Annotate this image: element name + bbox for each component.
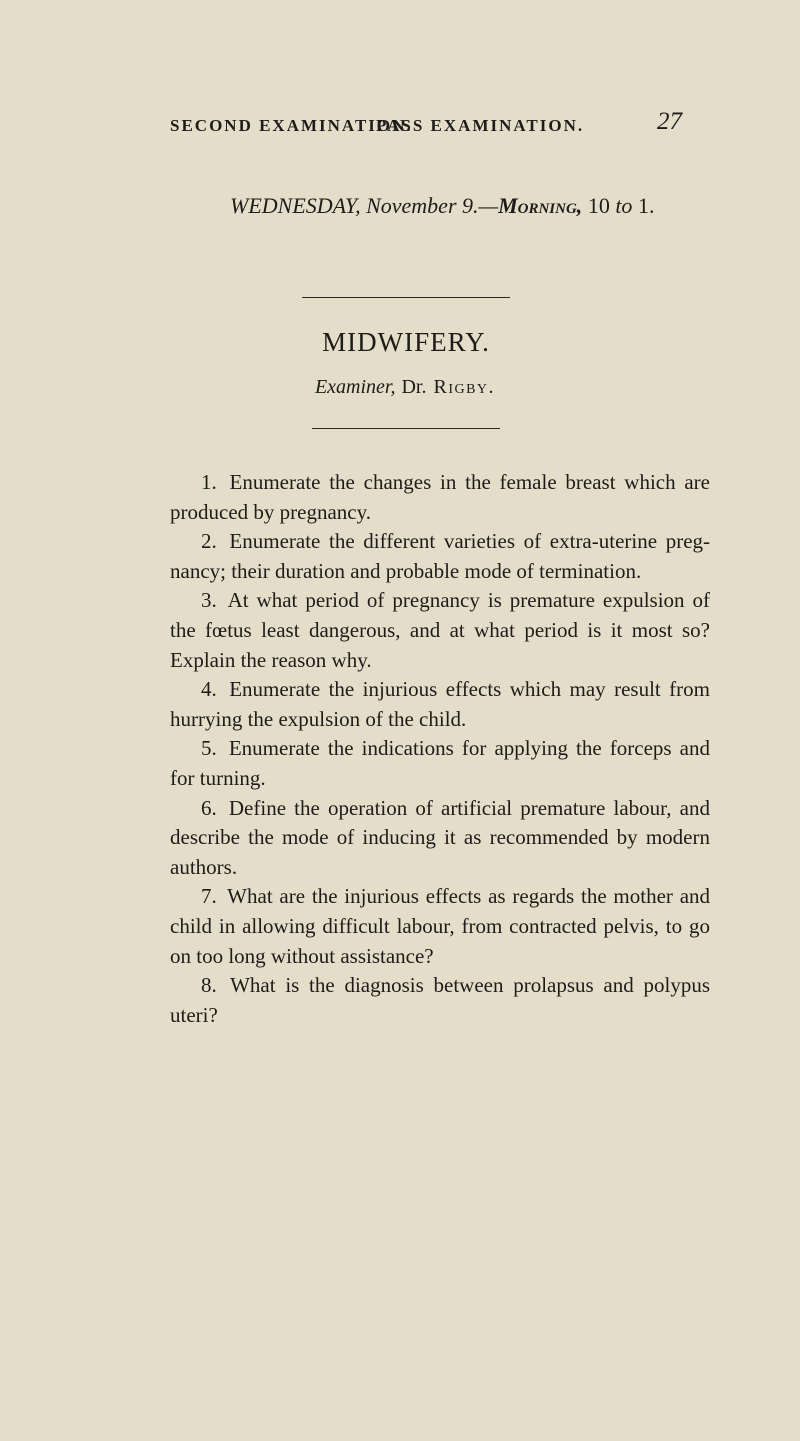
question-number: 5. <box>201 736 217 761</box>
question-number: 2. <box>201 529 217 554</box>
session-day: WEDNESDAY, <box>230 193 361 218</box>
examiner-title: Dr. <box>401 376 427 398</box>
question-number: 7. <box>201 884 217 909</box>
question-text: Define the operation of artificial premature labour, and describe the mode of inducing it as recommended by modern authors. <box>170 795 710 879</box>
question-item <box>170 734 710 793</box>
question-item <box>170 468 710 527</box>
question-text: Enumerate the injurious effects which may result from hurrying the expulsion of the child. <box>170 677 710 731</box>
question-text: Enumerate the different varieties of extra-uterine preg-nancy; their duration and probable mode of termination. <box>170 529 711 583</box>
question-text: Enumerate the changes in the female breast which are produced by pregnancy. <box>170 470 710 524</box>
question-item <box>170 527 710 586</box>
question-item <box>170 882 710 971</box>
question-text: At what period of pregnancy is premature expulsion of the fœtus least dangerous, and at what period is it most so? Explain the reason why. <box>170 588 710 672</box>
page-number: 27 <box>657 108 682 135</box>
question-number: 3. <box>201 588 217 613</box>
session-time-to-word: to <box>615 193 633 218</box>
bottom-divider-rule <box>312 428 500 429</box>
question-item <box>170 586 710 675</box>
question-item <box>170 675 710 734</box>
question-number: 4. <box>201 677 217 702</box>
question-item <box>170 971 710 1030</box>
session-date: November 9.— <box>366 193 499 218</box>
examiner-line <box>0 376 800 399</box>
question-text: Enumerate the indications for applying the forceps and for turning. <box>170 736 710 790</box>
question-number: 8. <box>201 973 217 998</box>
running-head <box>170 108 682 142</box>
session-period: Morning, <box>498 193 583 218</box>
question-number: 6. <box>201 795 217 820</box>
top-divider-rule <box>302 297 510 298</box>
examiner-label: Examiner, <box>314 376 396 398</box>
examiner-name: Rigby. <box>433 376 496 398</box>
session-time-from: 10 <box>587 193 610 218</box>
question-text: What is the diagnosis between prolapsus and polypus uteri? <box>170 973 710 1027</box>
question-item <box>170 794 710 883</box>
running-head-right: PASS EXAMINATION. <box>376 116 585 135</box>
running-head-left: SECOND EXAMINATION. <box>170 116 413 135</box>
question-number: 1. <box>201 470 217 494</box>
subject-title: MIDWIFERY. <box>322 327 490 357</box>
question-text: What are the injurious effects as regards the mother and child in allowing difficult labour, from contracted pelvis, to go on too long without assistance? <box>170 884 711 968</box>
session-date-line <box>230 193 654 219</box>
session-time-to: 1. <box>637 193 655 218</box>
question-list <box>170 468 710 1030</box>
